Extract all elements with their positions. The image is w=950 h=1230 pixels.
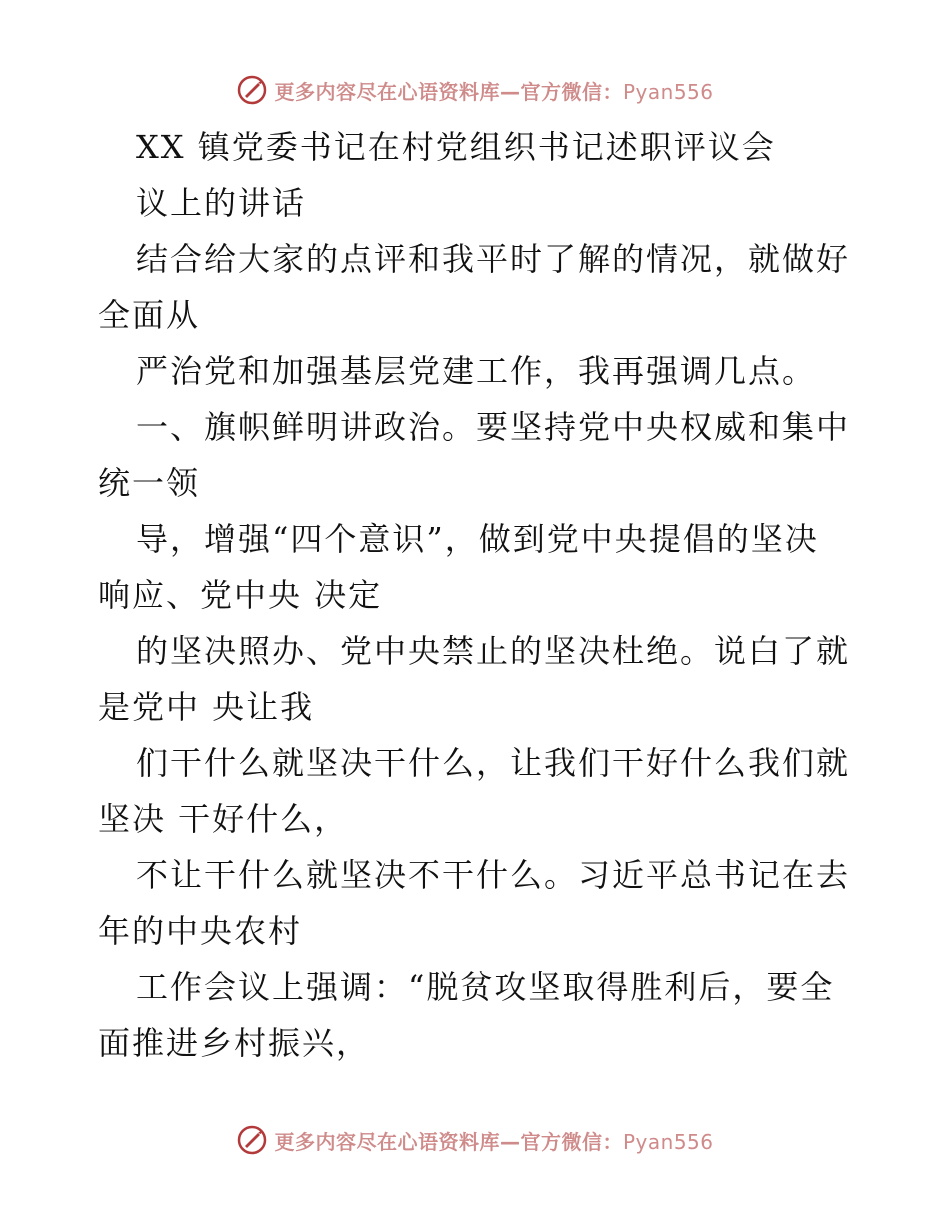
text-line: 年的中央农村 <box>98 912 303 950</box>
text-line: 结合给大家的点评和我平时了解的情况，就做好 <box>136 240 851 278</box>
quill-logo-icon <box>236 1124 268 1156</box>
quill-logo-icon <box>236 74 268 106</box>
text-line: 导，增强“四个意识”，做到党中央提倡的坚决 <box>136 520 819 558</box>
text-line: 响应、党中央 决定 <box>98 576 383 614</box>
watermark-text: 更多内容尽在心语资料库—官方微信： <box>274 79 623 104</box>
text-line: 的坚决照办、党中央禁止的坚决杜绝。说白了就 <box>136 632 851 670</box>
watermark-wechat-id: Pyan556 <box>622 1129 714 1154</box>
watermark-text: 更多内容尽在心语资料库—官方微信： <box>274 1129 623 1154</box>
header-watermark <box>0 70 950 110</box>
text-line: 坚决 干好什么， <box>98 800 349 838</box>
text-line: 工作会议上强调：“脱贫攻坚取得胜利后，要全 <box>136 968 835 1006</box>
text-line: 议上的讲话 <box>136 184 307 222</box>
footer-watermark <box>0 1120 950 1160</box>
text-line: 不让干什么就坚决不干什么。习近平总书记在去 <box>136 856 851 894</box>
text-line: 们干什么就坚决干什么，让我们干好什么我们就 <box>136 744 851 782</box>
text-line: 严治党和加强基层党建工作，我再强调几点。 <box>136 352 817 390</box>
text-line: 是党中 央让我 <box>98 688 315 726</box>
text-line: 统一领 <box>98 464 201 502</box>
text-line: XX 镇党委书记在村党组织书记述职评议会 <box>136 128 776 166</box>
text-line: 面推进乡村振兴， <box>98 1024 371 1062</box>
watermark-wechat-id: Pyan556 <box>622 79 714 104</box>
text-line: 一、旗帜鲜明讲政治。要坚持党中央权威和集中 <box>136 408 851 446</box>
document-body <box>98 125 858 1077</box>
text-line: 全面从 <box>98 296 201 334</box>
